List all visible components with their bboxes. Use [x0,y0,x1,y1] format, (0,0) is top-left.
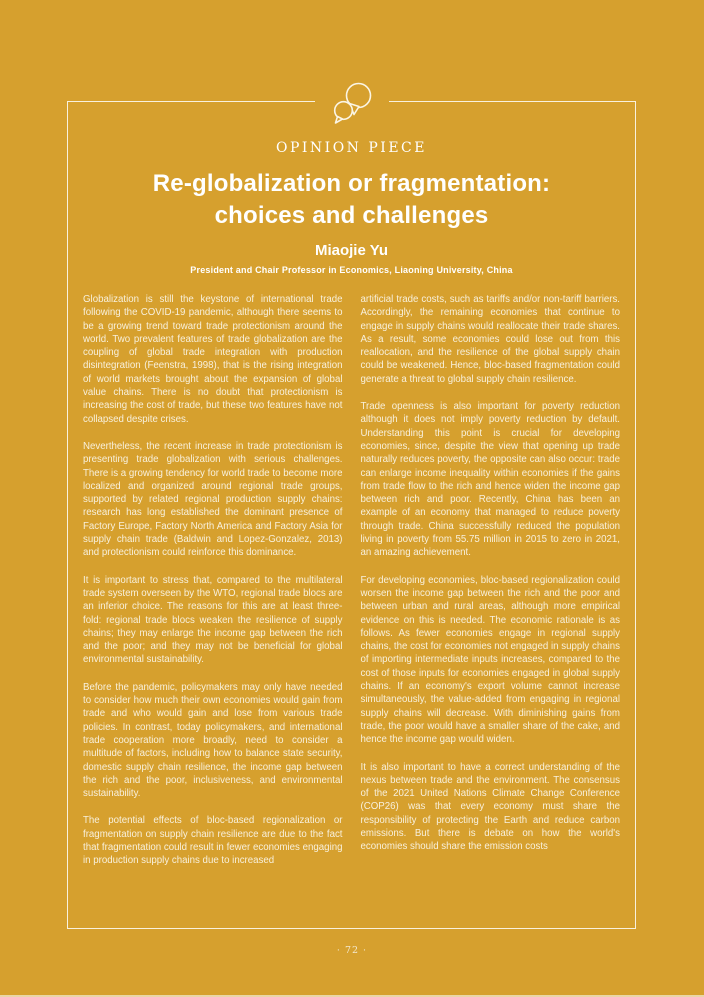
page-number: · 72 · [336,945,368,956]
article-content [68,102,635,928]
article-columns [83,293,620,882]
left-column [83,293,343,882]
paragraph: It is important to stress that, compared to the multilateral trade system overseen by the WTO, regional trade blocs are an inferior choice. The reasons for this are at least three-fold: regional trade blocs weaken the resilience of supply chains; they may enlarge the income gap between the rich and the poor; and they may not be beneficial for global environmental sustainability. [83,574,343,666]
right-column [361,293,621,882]
article-title-line2: choices and challenges [214,202,489,229]
speech-bubbles-icon [328,112,376,129]
paragraph: Before the pandemic, policymakers may only have needed to consider how much their own economies would gain from trade and who would gain and lose from various trade policies. In contrast, today policymakers, and international trade cooperation more broadly, need to consider a multitude of factors, including how to balance state security, domestic supply chain resilience, the income gap between the rich and the poor, inclusiveness, and environmental sustainability. [83,681,343,800]
paragraph: artificial trade costs, such as tariffs and/or non-tariff barriers. Accordingly, the remaining economies that continue to engage in supply chains would reallocate their trade shares. As a result, some economies could lose out from this reallocation, and the resilience of the global supply chain could be weakened. Hence, bloc-based fragmentation could generate a threat to global supply chain resilience. [360,294,620,385]
paragraph: Nevertheless, the recent increase in trade protectionism is presenting trade globalization with serious challenges. There is a growing tendency for world trade to become more localized and organized around regional trade groups, supported by related regional production supply chains: research has long established the dominant presence of Factory Europe, Factory North America and Factory Asia for supply chain trade (Baldwin and Lopez-Gonzalez, 2013) and protectionism could reinforce this dominance. [83,440,343,559]
paragraph: Trade openness is also important for poverty reduction although it does not imply poverty reduction by default. Understanding this point is crucial for developing economies, since, despite the view that opening up trade naturally reduces poverty, the opposite can also occur: trade can enlarge income inequality within economies if the gains from trade flow to the rich and hence widen the income gap between rich and poor. Recently, China has been an example of an economy that managed to reduce poverty through trade. China successfully reduced the population living in poverty from 55.75 million in 2015 to zero in 2021, an amazing achievement. [360,401,620,559]
article-title-line1: Re-globalization or fragmentation: [152,170,551,197]
paragraph: It is also important to have a correct understanding of the nexus between trade and the environment. The consensus of the 2021 United Nations Climate Change Conference (COP26) was that every economy must share the responsibility of protecting the Earth and reduce carbon emissions. But there is debate on how the world's economies should share the emission costs [360,761,620,853]
paragraph: For developing economies, bloc-based regionalization could worsen the income gap between the rich and the poor and between urban and rural areas, although more empirical evidence on this is needed. The economic rationale is as follows. As fewer economies engage in regional supply chains, the cost for economies not engaged in supply chains of importing intermediate inputs increases, compared to the cost of those inputs for economies engaged in global supply chains. If an economy's export volume cannot increase simultaneously, the value-added from engaging in regional supply chains will decrease. With diminishing gains from trade, the poor would have a smaller share of the cake, and hence the income gap would widen. [360,574,620,746]
page-frame [67,101,636,929]
paragraph: The potential effects of bloc-based regionalization or fragmentation on supply chain resilience are due to the fact that fragmentation could result in fewer economies engaging in production supply chains due to increased [83,815,343,867]
paragraph: Globalization is still the keystone of international trade following the COVID-19 pandemic, although there seems to be a growing trend toward trade protectionism around the world. Two prevalent features of trade globalization are the coupling of global trade integration with production disintegration (Feenstra, 1998), that is the rising integration of world markets brought about the expansion of global value chains. There is no doubt that protectionism is increasing the cost of trade, but these two features have not collapsed despite crises. [83,294,343,425]
article-title [83,168,620,232]
author-name: Miaojie Yu [314,242,389,259]
kicker-label: OPINION PIECE [276,140,427,156]
header-icon-wrap [315,81,389,125]
author-affiliation: President and Chair Professor in Economics, Liaoning University, China [190,265,513,275]
